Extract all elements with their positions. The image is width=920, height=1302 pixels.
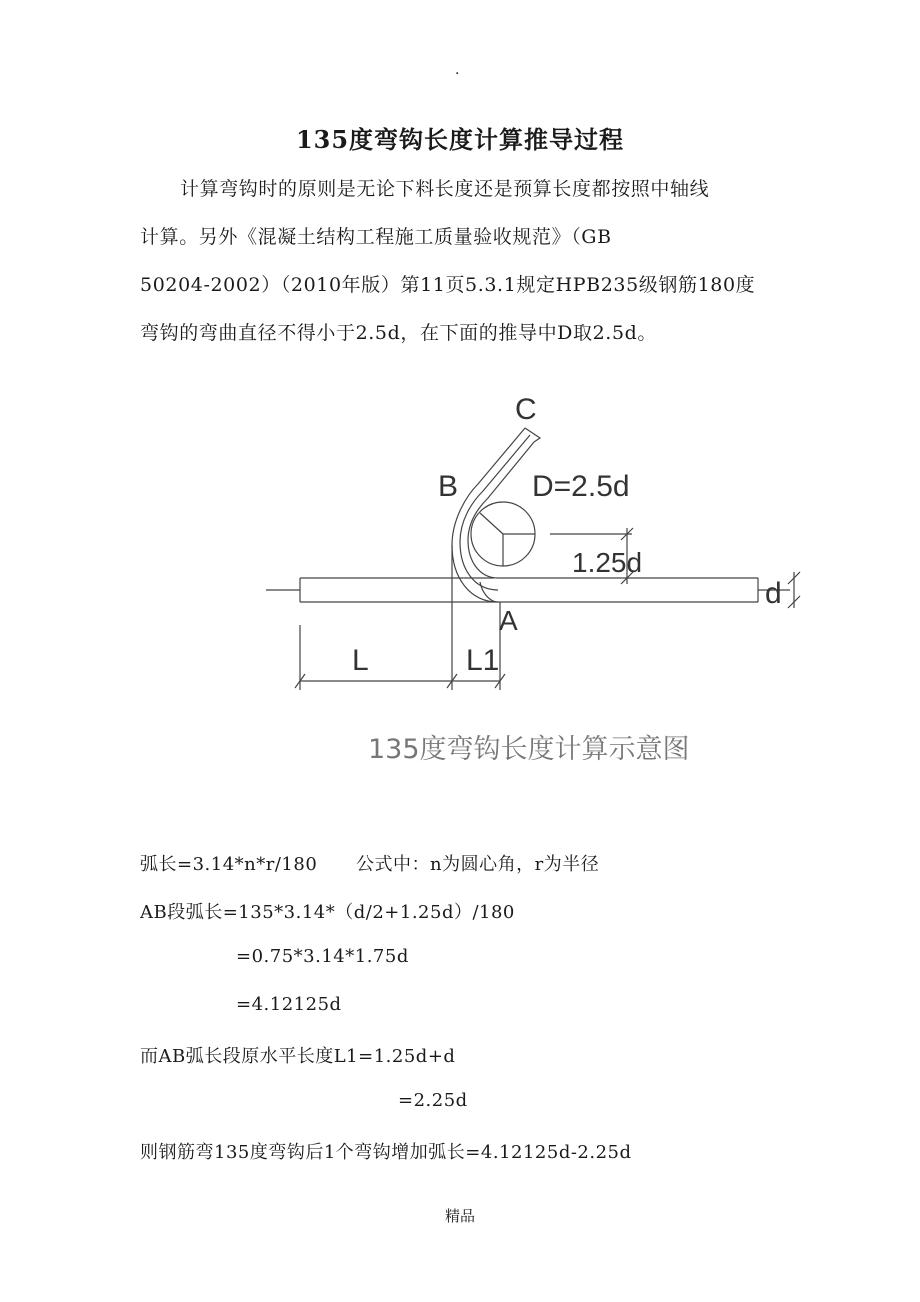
label-l1: L1 — [466, 644, 500, 677]
formula-note: 公式中：n为圆心角，r为半径 — [356, 854, 600, 875]
formula-step-1: =0.75*3.14*1.75d — [236, 946, 409, 967]
formula-ab-arc: AB段弧长=135*3.14*（d/2+1.25d）/180 — [140, 902, 515, 923]
label-a: A — [499, 605, 518, 636]
formula-l1-result: =2.25d — [398, 1090, 468, 1111]
mandrel-radius-1 — [480, 513, 503, 534]
label-b: B — [438, 470, 459, 503]
intro-line-3: 50204-2002）（2010年版）第11页5.3.1规定HPB235级钢筋180度 — [140, 274, 756, 296]
page-footer: 精品 — [444, 1207, 475, 1225]
label-d: d — [765, 577, 782, 610]
hook-centre — [460, 435, 530, 590]
label-d-diameter: D=2.5d — [532, 470, 630, 503]
diagram-caption: 135度弯钩长度计算示意图 — [368, 734, 690, 765]
header-mark: . — [455, 62, 460, 78]
intro-line-4: 弯钩的弯曲直径不得小于2.5d，在下面的推导中D取2.5d。 — [140, 322, 657, 344]
formula-arc-length: 弧长=3.14*n*r/180 — [140, 854, 318, 875]
formula-step-2: =4.12125d — [236, 994, 342, 1015]
hook-end — [525, 428, 540, 442]
formula-increase: 则钢筋弯135度弯钩后1个弯钩增加弧长=4.12125d-2.25d — [140, 1142, 632, 1163]
formula-l1: 而AB弧长段原水平长度L1=1.25d+d — [140, 1046, 456, 1067]
intro-line-1: 计算弯钩时的原则是无论下料长度还是预算长度都按照中轴线 — [180, 178, 710, 200]
page-title: 135度弯钩长度计算推导过程 — [295, 125, 625, 154]
label-l: L — [352, 644, 369, 677]
intro-line-2: 计算。另外《混凝土结构工程施工质量验收规范》（GB — [140, 226, 612, 248]
label-radius: 1.25d — [572, 547, 643, 578]
hook-diagram — [0, 380, 920, 780]
label-c: C — [515, 393, 537, 426]
